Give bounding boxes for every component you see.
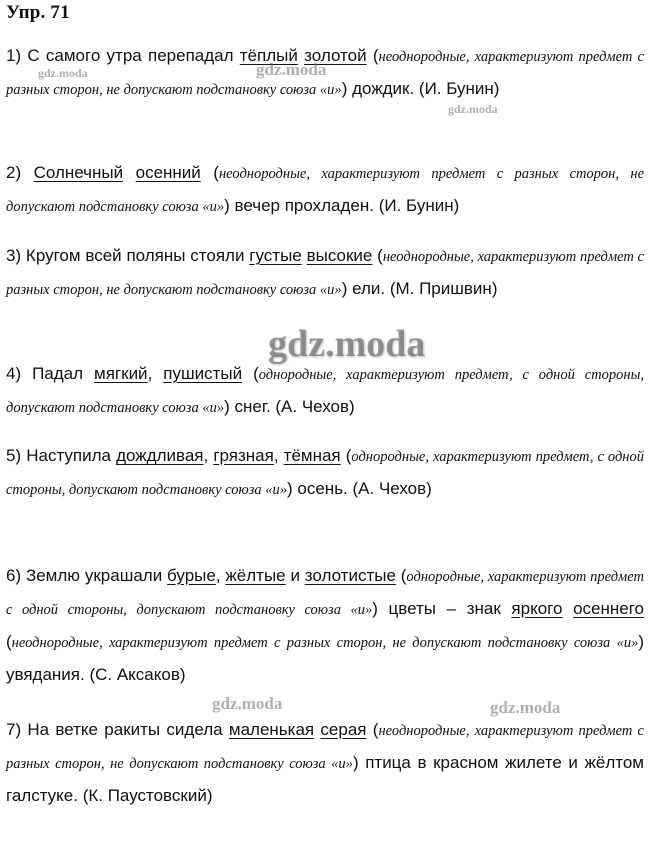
sentence-text: 4) Падал: [6, 364, 95, 383]
sentence-text: 2): [6, 163, 34, 182]
underlined-adjective: мягкий: [94, 364, 148, 383]
watermark: gdz.moda: [268, 323, 426, 365]
sentence-text: 3) Кругом всей поляны стояли: [6, 246, 250, 265]
watermark: gdz.moda: [256, 60, 327, 79]
sentence-text: ) цветы – знак: [372, 599, 512, 618]
sentence-text: [562, 599, 573, 618]
explanation-note: неоднородные, характеризуют предмет с разных сторон, не допускают подстановку союза «и»: [6, 249, 644, 298]
underlined-adjective: пушистый: [163, 364, 243, 383]
explanation-note: однородные, характеризуют предмет, с одной стороны, допускают подстановку союза «и»: [6, 367, 645, 416]
sentence-text: и: [285, 566, 305, 585]
underlined-adjective: дождливая: [116, 446, 204, 465]
sentence-4: [6, 358, 644, 424]
watermark: gdz.moda: [448, 102, 498, 116]
explanation-note: однородные, характеризуют предмет с одной стороны, допускают подстановку союза «и»: [6, 569, 644, 618]
explanation-note: неоднородные, характеризуют предмет с разных сторон, не допускают подстановку союза «и»: [6, 723, 644, 772]
sentence-text: ,: [147, 364, 164, 383]
sentence-text: ) увядания. (С. Аксаков): [6, 632, 644, 684]
explanation-note: однородные, характеризуют предмет, с одной стороны, допускают подстановку союза «и»: [6, 449, 645, 498]
explanation-note: неоднородные, характеризуют предмет с разных сторон, не допускают подстановку союза «и»: [6, 166, 645, 215]
underlined-adjective: Солнечный: [33, 163, 124, 182]
underlined-adjective: осеннего: [573, 599, 644, 618]
sentence-text: ) осень. (А. Чехов): [287, 479, 432, 498]
sentence-text: ,: [203, 446, 214, 465]
sentence-text: (: [340, 446, 352, 465]
sentence-text: 5) Наступила: [6, 446, 117, 465]
sentence-text: ) дождик. (И. Бунин): [341, 79, 500, 98]
sentence-7: [6, 714, 644, 812]
sentence-text: 6) Землю украшали: [6, 566, 168, 585]
explanation-note: неоднородные, характеризуют предмет с разных сторон, не допускают подстановку союза «и»: [6, 49, 644, 98]
sentence-text: (: [242, 364, 259, 383]
underlined-adjective: осенний: [135, 163, 201, 182]
underlined-adjective: густые: [249, 246, 302, 265]
sentence-text: 1) С самого утра перепадал: [6, 46, 240, 65]
underlined-adjective: высокие: [306, 246, 373, 265]
underlined-adjective: яркого: [511, 599, 563, 618]
watermark: gdz.moda: [38, 66, 88, 80]
sentence-text: [123, 163, 136, 182]
underlined-adjective: жёлтые: [225, 566, 286, 585]
sentence-3: [6, 240, 644, 306]
underlined-adjective: тёмная: [283, 446, 341, 465]
sentence-text: ) ели. (М. Пришвин): [341, 279, 498, 298]
sentence-text: (: [395, 566, 407, 585]
underlined-adjective: серая: [320, 720, 367, 739]
sentence-text: 7) На ветке ракиты сидела: [6, 720, 229, 739]
explanation-note: неоднородные, характеризуют предмет с разных сторон, не допускают подстановку союза «и»: [11, 635, 639, 651]
sentence-6: [6, 560, 644, 691]
sentence-text: (: [366, 720, 379, 739]
watermark: gdz.moda: [212, 694, 283, 713]
sentence-2: [6, 157, 644, 223]
sentence-text: ) птица в красном жилете и жёлтом галстуке. (К. Паустовский): [6, 753, 644, 805]
underlined-adjective: тёплый: [239, 46, 298, 65]
sentence-text: ) вечер прохладен. (И. Бунин): [224, 196, 460, 215]
underlined-adjective: золотой: [304, 46, 367, 65]
sentence-text: (: [366, 46, 379, 65]
underlined-adjective: золотистые: [304, 566, 396, 585]
sentence-text: ) снег. (А. Чехов): [224, 397, 355, 416]
underlined-adjective: бурые: [167, 566, 216, 585]
sentence-text: ,: [273, 446, 284, 465]
underlined-adjective: маленькая: [228, 720, 315, 739]
sentence-text: ,: [215, 566, 226, 585]
exercise-title: Упр. 71: [6, 2, 70, 23]
sentence-text: (: [6, 632, 12, 651]
sentence-text: (: [372, 246, 383, 265]
sentence-text: (: [200, 163, 219, 182]
underlined-adjective: грязная: [213, 446, 274, 465]
sentence-5: [6, 440, 644, 506]
watermark: gdz.moda: [490, 698, 561, 717]
